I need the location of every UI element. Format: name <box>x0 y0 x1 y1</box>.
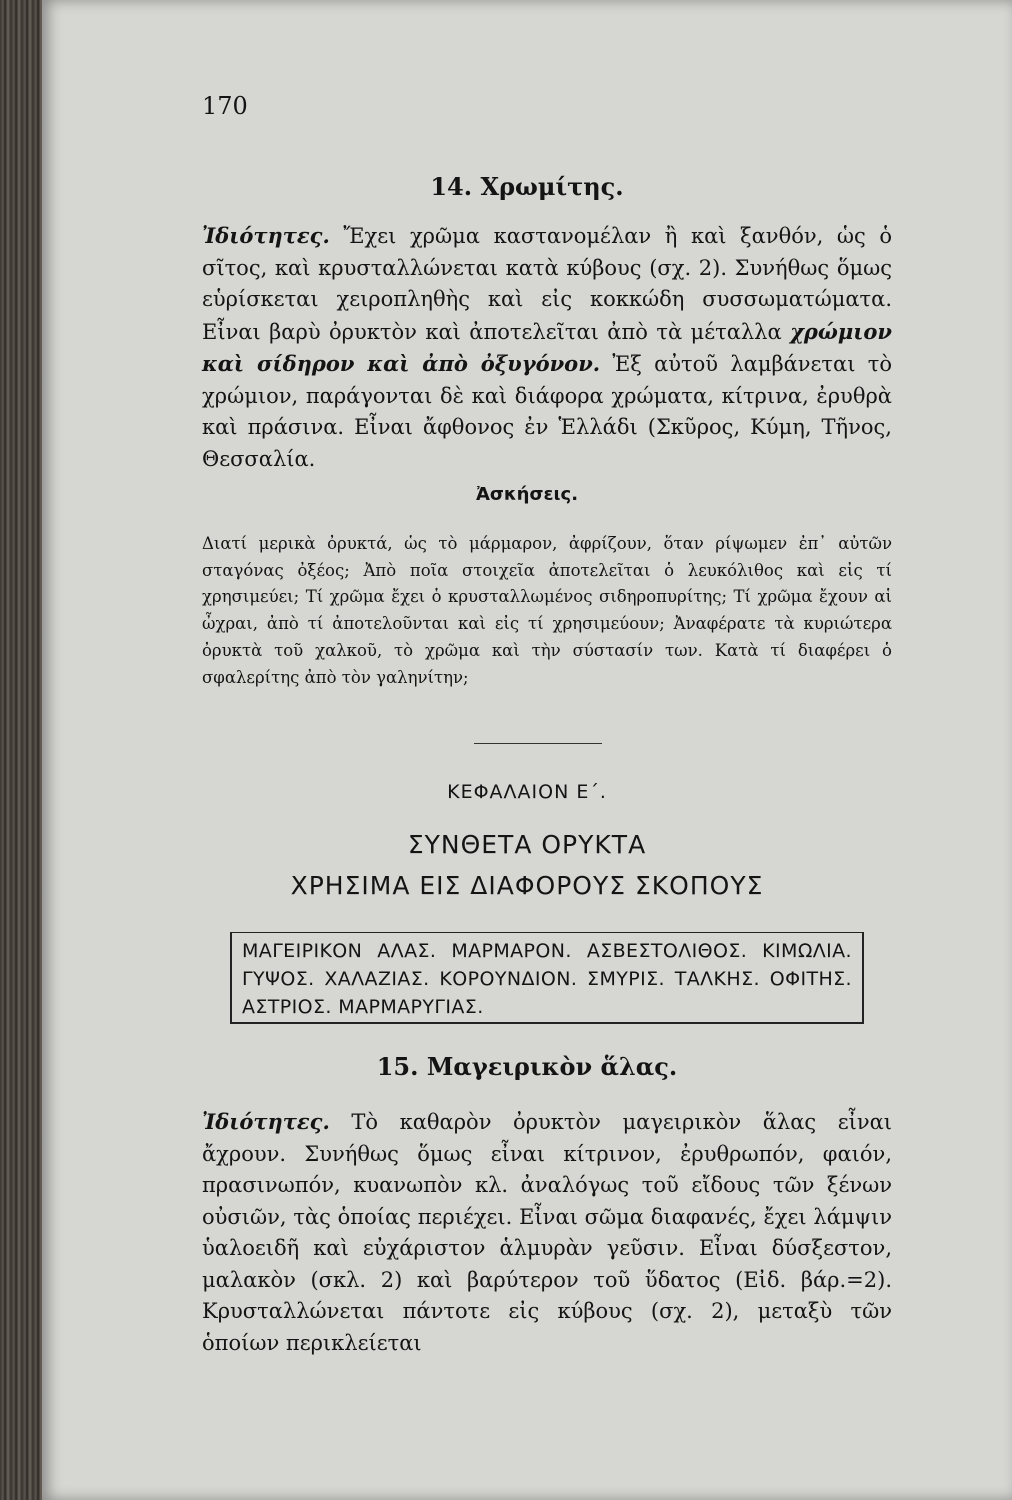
chapter-label: ΚΕΦΑΛΑΙΟΝ Ε΄. <box>447 781 607 803</box>
minerals-list-box: ΜΑΓΕΙΡΙΚΟΝ ΑΛΑΣ. ΜΑΡΜΑΡΟΝ. ΑΣΒΕΣΤΟΛΙΘΟΣ. ΚΙΜΩΛΙΑ. ΓΥΨΟΣ. ΧΑΛΑΖΙΑΣ. ΚΟΡΟΥΝΔΙΟΝ. ΣΜΥΡΙΣ. ΤΑΛΚΗΣ. ΟΦΙΤΗΣ. ΑΣΤΡΙΟΣ. ΜΑΡΜΑΡΥΓΙΑΣ. <box>230 932 864 1024</box>
book-page <box>42 0 1012 1500</box>
section-14-lead: Ἰδιότητες. <box>202 223 330 248</box>
exercises-title: Ἀσκήσεις. <box>475 484 579 505</box>
chapter-title-line-2: ΧΡΗΣΙΜΑ ΕΙΣ ΔΙΑΦΟΡΟΥΣ ΣΚΟΠΟΥΣ <box>290 871 764 900</box>
chapter-title-line-1: ΣΥΝΘΕΤΑ ΟΡΥΚΤΑ <box>407 830 647 859</box>
section-14-text-2: Ἐξ αὐτοῦ λαμβάνεται τὸ χρώμιον, παράγονται δὲ καὶ διάφορα χρώματα, κίτρινα, ἐρυθρὰ καὶ πράσινα. Εἶναι ἄφθονος ἐν Ἑλλάδι (Σκῦρος, Κύμη, Τῆνος, Θεσσαλία. <box>202 352 892 471</box>
section-14-paragraph <box>202 220 892 475</box>
section-15-paragraph <box>202 1106 892 1359</box>
section-15-text: Τὸ καθαρὸν ὀρυκτὸν μαγειρικὸν ἅλας εἶναι ἄχρουν. Συνήθως ὅμως εἶναι κίτρινον, ἐρυθρωπόν, φαιόν, πρασινωπόν, κυανωπὸν κλ. ἀναλόγως τοῦ εἴδους τῶν ξένων οὐσιῶν, τὰς ὁποίας περιέχει. Εἶναι σῶμα διαφανές, ἔχει λάμψιν ὑαλοειδῆ καὶ εὐχάριστον ἁλμυρὰν γεῦσιν. Εἶναι δύσξεστον, μαλακὸν (σκλ. 2) καὶ βαρύτερον τοῦ ὕδατος (Εἰδ. βάρ.=2). Κρυσταλλώνεται πάντοτε εἰς κύβους (σχ. 2), μεταξὺ τῶν ὁποίων περικλείεται <box>202 1110 892 1355</box>
section-14-title: 14. Χρωμίτης. <box>430 172 624 201</box>
page-number: 170 <box>202 92 248 120</box>
section-14-text-1: Ἔχει χρῶμα καστανομέλαν ἢ καὶ ξανθόν, ὡς ὁ σῖτος, καὶ κρυσταλλώνεται κατὰ κύβους (σχ. 2). Συνήθως ὅμως εὑρίσκεται χειροπληθὴς καὶ εἰς κοκκώδη συσσωματώματα. Εἶναι βαρὺ ὀρυκτὸν καὶ ἀποτελεῖται ἀπὸ τὰ μέταλλα <box>202 224 892 344</box>
book-spine <box>0 0 48 1500</box>
section-15-lead: Ἰδιότητες. <box>202 1109 330 1134</box>
section-14-emphasis: χρώμιον καὶ σίδηρον καὶ ἀπὸ ὀξυγόνον. <box>202 318 892 376</box>
exercises-text: Διατί μερικὰ ὀρυκτά, ὡς τὸ μάρμαρον, ἀφρίζουν, ὅταν ρίψωμεν ἐπ᾽ αὐτῶν σταγόνας ὀξέος; Ἀπὸ ποῖα στοιχεῖα ἀποτελεῖται ὁ λευκόλιθος καὶ εἰς τί χρησιμεύει; Τί χρῶμα ἔχει ὁ κρυσταλλωμένος σιδηροπυρίτης; Τί χρῶμα ἔχουν αἱ ὦχραι, ἀπὸ τί ἀποτελοῦνται καὶ εἰς τί χρησιμεύουν; Ἀναφέρατε τὰ κυριώτερα ὀρυκτὰ τοῦ χαλκοῦ, τὸ χρῶμα καὶ τὴν σύστασίν των. Κατὰ τί διαφέρει ὁ σφαλερίτης ἀπὸ τὸν γαληνίτην; <box>202 534 892 687</box>
section-divider <box>474 743 602 744</box>
section-15-title: 15. Μαγειρικὸν ἅλας. <box>376 1052 678 1081</box>
